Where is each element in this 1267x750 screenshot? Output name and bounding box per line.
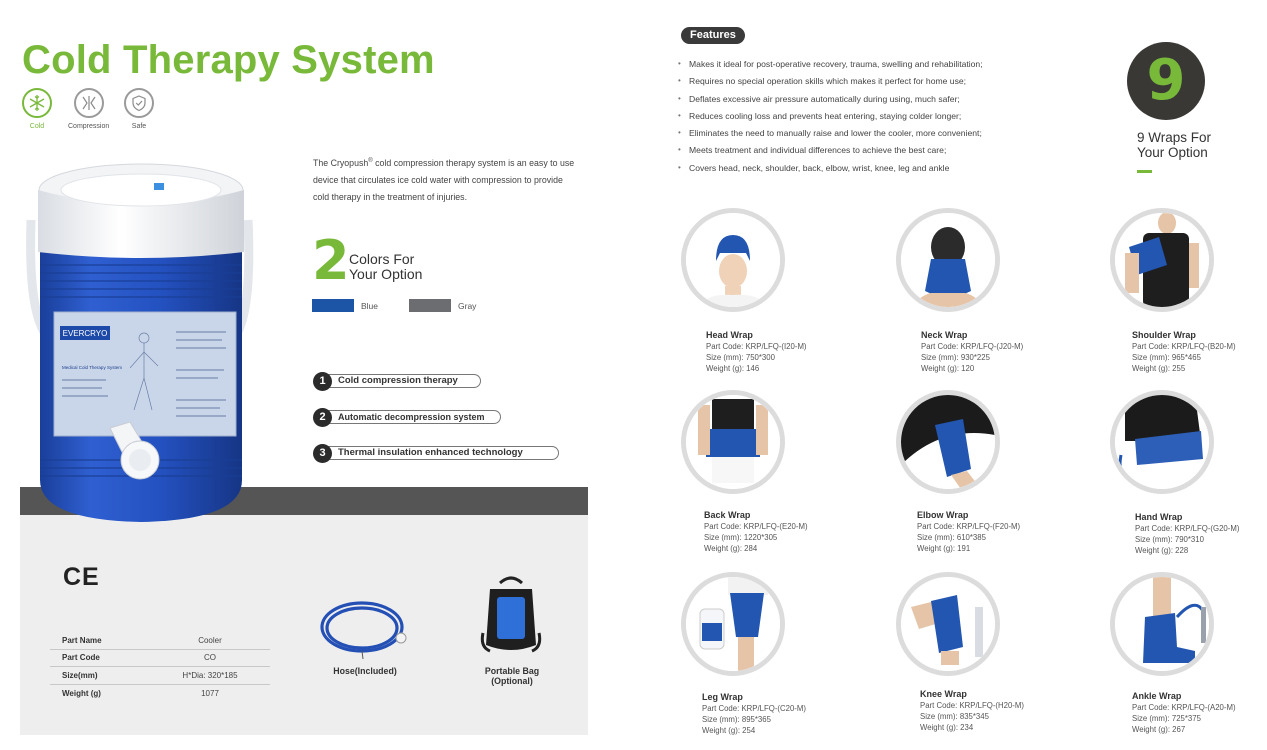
- feature-label-compression: Compression: [68, 123, 110, 130]
- wrap-image-elbow: [896, 390, 1000, 494]
- spec-row: [50, 685, 270, 703]
- spec-key: Weight (g): [62, 688, 101, 698]
- wrap-name: Ankle Wrap: [1132, 691, 1182, 701]
- highlight-number: 2: [313, 408, 332, 427]
- colors-title: [349, 252, 422, 282]
- weight-label: Weight (g):: [921, 364, 959, 373]
- wrap-image-neck: [896, 208, 1000, 312]
- part-code-label: Part Code:: [702, 704, 740, 713]
- spec-key: Part Name: [62, 635, 102, 645]
- wrap-image-ankle: [1110, 572, 1214, 676]
- spec-table: [50, 632, 270, 702]
- spec-row: [50, 632, 270, 650]
- wrap-part-code: KRP/LFQ-(J20-M): [960, 342, 1024, 351]
- colors-number: 2: [312, 229, 350, 292]
- highlight-number: 3: [313, 444, 332, 463]
- highlight-text: Automatic decompression system: [328, 410, 501, 424]
- wrap-name: Back Wrap: [704, 510, 751, 520]
- intro-text: cold compression therapy system is an easy to use device that circulates ice cold water with compression to provide cold therapy in the treatment of injuries.: [313, 157, 575, 202]
- features-list: [678, 57, 1108, 178]
- wrap-info-back: [704, 510, 808, 554]
- wraps-count: 9: [1146, 48, 1186, 113]
- highlight-number: 1: [313, 372, 332, 391]
- highlight-2: [313, 408, 501, 426]
- wrap-size: 750*300: [745, 353, 775, 362]
- feature-item: • Covers head, neck, shoulder, back, elbow, wrist, knee, leg and ankle: [678, 161, 1108, 178]
- wrap-size: 895*365: [741, 715, 771, 724]
- wrap-weight: 191: [957, 544, 971, 553]
- portable-bag-image: [480, 575, 542, 659]
- weight-label: Weight (g):: [1132, 364, 1170, 373]
- wrap-weight: 146: [746, 364, 760, 373]
- wrap-image-back: [681, 390, 785, 494]
- wrap-size: 965*465: [1171, 353, 1201, 362]
- spec-value: Cooler: [198, 635, 222, 645]
- cooler-brand: EVERCRYO: [62, 329, 108, 338]
- wrap-info-neck: [921, 330, 1023, 374]
- wrap-image-head: [681, 208, 785, 312]
- colors-title-line1: Colors For: [349, 251, 415, 267]
- highlight-text: Cold compression therapy: [328, 374, 481, 388]
- cooler-label-subtitle: Medical Cold Therapy System: [62, 365, 122, 370]
- snowflake-icon: [22, 88, 52, 118]
- wrap-name: Shoulder Wrap: [1132, 330, 1196, 340]
- weight-label: Weight (g):: [917, 544, 955, 553]
- size-label: Size (mm):: [917, 533, 955, 542]
- wrap-part-code: KRP/LFQ-(A20-M): [1171, 703, 1236, 712]
- wrap-name: Leg Wrap: [702, 692, 743, 702]
- weight-label: Weight (g):: [706, 364, 744, 373]
- wrap-weight: 254: [742, 726, 756, 735]
- wrap-weight: 120: [961, 364, 975, 373]
- accessory-label: Hose(Included): [333, 666, 397, 676]
- wrap-name: Knee Wrap: [920, 689, 967, 699]
- color-label-gray: Gray: [458, 301, 477, 311]
- wrap-image-hand: [1110, 390, 1214, 494]
- wrap-image-shoulder: [1110, 208, 1214, 312]
- wraps-title-line1: 9 Wraps For: [1137, 130, 1212, 145]
- intro-brand: The Cryopush: [313, 157, 369, 168]
- wrap-image-knee: [896, 572, 1000, 676]
- wrap-part-code: KRP/LFQ-(E20-M): [743, 522, 808, 531]
- wrap-part-code: KRP/LFQ-(H20-M): [959, 701, 1024, 710]
- accessory-bag: [467, 666, 557, 686]
- colors-title-line2: Your Option: [349, 266, 423, 282]
- registered-mark: ®: [368, 158, 373, 164]
- part-code-label: Part Code:: [1135, 524, 1173, 533]
- wrap-image-leg: [681, 572, 785, 676]
- size-label: Size (mm):: [1132, 353, 1170, 362]
- highlight-1: [313, 372, 481, 390]
- size-label: Size (mm):: [920, 712, 958, 721]
- feature-label-safe: Safe: [131, 123, 147, 130]
- wrap-name: Elbow Wrap: [917, 510, 969, 520]
- part-code-label: Part Code:: [921, 342, 959, 351]
- spec-value: CO: [204, 653, 216, 663]
- wrap-size: 790*310: [1174, 535, 1204, 544]
- wrap-size: 1220*305: [743, 533, 778, 542]
- spec-value: H*Dia: 320*185: [182, 670, 238, 680]
- intro-paragraph: [313, 153, 578, 206]
- spec-value: 1077: [201, 688, 219, 698]
- highlight-text: Thermal insulation enhanced technology: [328, 446, 559, 460]
- part-code-label: Part Code:: [1132, 703, 1170, 712]
- wrap-weight: 284: [744, 544, 758, 553]
- wrap-weight: 228: [1175, 546, 1189, 555]
- wraps-count-badge: [1127, 42, 1205, 120]
- wrap-part-code: KRP/LFQ-(I20-M): [745, 342, 807, 351]
- wrap-name: Head Wrap: [706, 330, 753, 340]
- feature-item: • Deflates excessive air pressure automatically during using, much safer;: [678, 92, 1108, 109]
- color-label-blue: Blue: [361, 301, 379, 311]
- weight-label: Weight (g):: [702, 726, 740, 735]
- wrap-info-leg: [702, 692, 806, 736]
- accessory-sublabel: (Optional): [491, 676, 533, 686]
- features-badge: Features: [681, 27, 745, 44]
- color-swatch-gray: [409, 299, 451, 312]
- feature-label-cold: Cold: [29, 123, 45, 130]
- wrap-size: 835*345: [959, 712, 989, 721]
- part-code-label: Part Code:: [920, 701, 958, 710]
- weight-label: Weight (g):: [704, 544, 742, 553]
- wrap-info-hand: [1135, 512, 1239, 556]
- wrap-part-code: KRP/LFQ-(B20-M): [1171, 342, 1236, 351]
- feature-safe: [124, 88, 154, 130]
- weight-label: Weight (g):: [1135, 546, 1173, 555]
- part-code-label: Part Code:: [1132, 342, 1170, 351]
- compression-icon: [74, 88, 104, 118]
- wrap-info-head: [706, 330, 807, 374]
- accessory-label: Portable Bag: [484, 666, 540, 676]
- ce-mark: CE: [63, 563, 100, 591]
- feature-cold: [22, 88, 52, 130]
- part-code-label: Part Code:: [704, 522, 742, 531]
- hose-image: [318, 597, 412, 659]
- size-label: Size (mm):: [1135, 535, 1173, 544]
- size-label: Size (mm):: [921, 353, 959, 362]
- spec-key: Part Code: [62, 653, 100, 663]
- wrap-weight: 267: [1172, 725, 1186, 734]
- weight-label: Weight (g):: [920, 723, 958, 732]
- cooler-image: [26, 160, 256, 525]
- wrap-name: Neck Wrap: [921, 330, 968, 340]
- wrap-info-ankle: [1132, 691, 1236, 735]
- size-label: Size (mm):: [1132, 714, 1170, 723]
- wrap-size: 930*225: [960, 353, 990, 362]
- color-swatch-blue: [312, 299, 354, 312]
- feature-item: • Requires no special operation skills which makes it perfect for home use;: [678, 74, 1108, 91]
- feature-item: • Eliminates the need to manually raise and lower the cooler, more convenient;: [678, 126, 1108, 143]
- size-label: Size (mm):: [704, 533, 742, 542]
- page-title: Cold Therapy System: [22, 38, 435, 82]
- wrap-size: 725*375: [1171, 714, 1201, 723]
- wraps-title-line2: Your Option: [1137, 144, 1208, 160]
- weight-label: Weight (g):: [1132, 725, 1170, 734]
- wrap-name: Hand Wrap: [1135, 512, 1183, 522]
- spec-row: [50, 667, 270, 685]
- size-label: Size (mm):: [706, 353, 744, 362]
- part-code-label: Part Code:: [917, 522, 955, 531]
- feature-item: • Makes it ideal for post-operative recovery, trauma, swelling and rehabilitation;: [678, 57, 1108, 74]
- spec-row: [50, 650, 270, 668]
- feature-compression: [68, 88, 110, 130]
- feature-item: • Meets treatment and individual differences to achieve the best care;: [678, 143, 1108, 160]
- wrap-size: 610*385: [956, 533, 986, 542]
- size-label: Size (mm):: [702, 715, 740, 724]
- wrap-part-code: KRP/LFQ-(F20-M): [956, 522, 1021, 531]
- highlight-3: [313, 444, 559, 462]
- feature-item: • Reduces cooling loss and prevents heat entering, staying colder longer;: [678, 109, 1108, 126]
- spec-key: Size(mm): [62, 670, 98, 680]
- wrap-part-code: KRP/LFQ-(C20-M): [741, 704, 806, 713]
- wrap-info-elbow: [917, 510, 1020, 554]
- wrap-info-shoulder: [1132, 330, 1236, 374]
- wrap-weight: 255: [1172, 364, 1186, 373]
- accent-bar: [1137, 170, 1152, 173]
- shield-icon: [124, 88, 154, 118]
- wrap-info-knee: [920, 689, 1024, 733]
- wrap-weight: 234: [960, 723, 974, 732]
- accessory-hose: [318, 666, 412, 676]
- part-code-label: Part Code:: [706, 342, 744, 351]
- wraps-title: [1137, 131, 1211, 160]
- wrap-part-code: KRP/LFQ-(G20-M): [1174, 524, 1240, 533]
